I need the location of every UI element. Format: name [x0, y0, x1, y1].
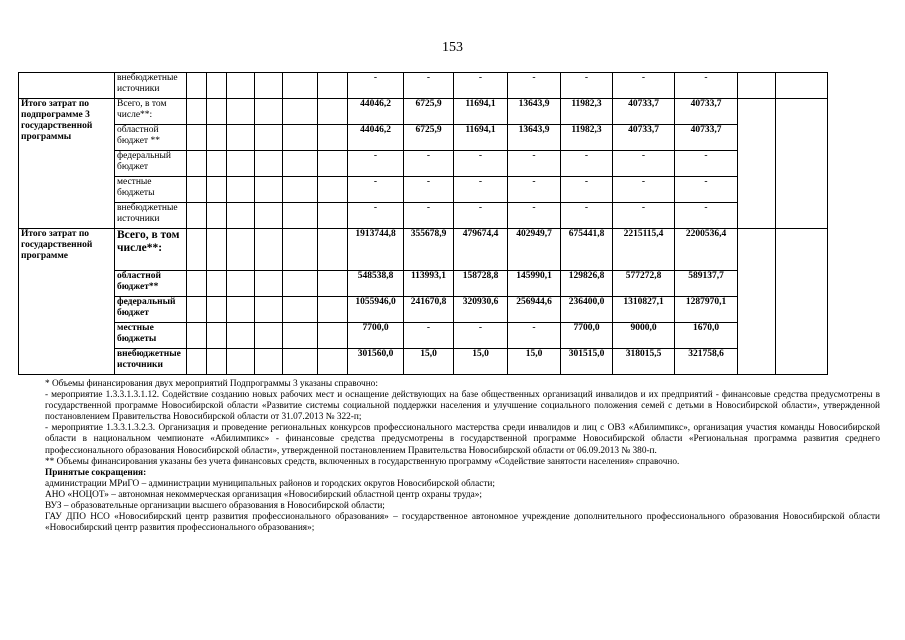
value-cell: 675441,8	[561, 229, 613, 271]
value-cell: 13643,9	[508, 125, 561, 151]
value-cell: 113993,1	[404, 271, 454, 297]
program-total-title: Итого затрат по государственной программе	[19, 229, 115, 375]
value-cell: 7700,0	[348, 323, 404, 349]
table-row	[19, 177, 828, 203]
value-cell: 241670,8	[404, 297, 454, 323]
value-cell: -	[454, 151, 508, 177]
value-cell: 1670,0	[675, 323, 738, 349]
value-cell: 548538,8	[348, 271, 404, 297]
value-cell: 158728,8	[454, 271, 508, 297]
value-cell: 320930,6	[454, 297, 508, 323]
value-cell: -	[508, 323, 561, 349]
value-cell: 9000,0	[613, 323, 675, 349]
source-label: местные бюджеты	[115, 323, 187, 349]
value-cell: -	[613, 177, 675, 203]
value-cell: 40733,7	[675, 99, 738, 125]
abbreviations-heading: Принятые сокращения:	[45, 467, 147, 478]
value-cell: 1055946,0	[348, 297, 404, 323]
value-cell: -	[675, 203, 738, 229]
value-cell: 6725,9	[404, 99, 454, 125]
value-cell: -	[561, 177, 613, 203]
value-cell: 589137,7	[675, 271, 738, 297]
value-cell: 40733,7	[675, 125, 738, 151]
value-cell: 2215115,4	[613, 229, 675, 271]
value-cell: -	[508, 203, 561, 229]
value-cell: 2200536,4	[675, 229, 738, 271]
value-cell: -	[454, 203, 508, 229]
value-cell: 11982,3	[561, 125, 613, 151]
footnote-1: * Объемы финансирования двух мероприятий Подпрограммы 3 указаны справочно:	[45, 379, 378, 389]
value-cell: -	[454, 73, 508, 99]
financing-table	[18, 72, 828, 375]
value-cell: -	[561, 151, 613, 177]
table-row	[19, 99, 828, 125]
footnote-item-2: - мероприятие 1.3.3.1.3.2.3. Организация и проведение региональных конкурсов профессионального мастерства среди инвалидов и лиц с ОВЗ «Абилимпикс», организация участия команды Новосибирской области в национальном чемпионате «Абилимпикс» - финансовые средства предусмотрены в государственной программе Новосибирской области «Региональная программа развития среднего профессионального образования Новосибирской области», утвержденной постановлением Правительства Новосибирской области от 06.09.2013 № 380-п.	[45, 423, 880, 456]
value-cell: -	[348, 203, 404, 229]
value-cell: -	[454, 323, 508, 349]
value-cell: -	[613, 151, 675, 177]
value-cell: 1310827,1	[613, 297, 675, 323]
value-cell: -	[404, 151, 454, 177]
abbreviation-item: администрации МРиГО – администрации муниципальных районов и городских округов Новосибирской области;	[45, 478, 495, 489]
value-cell: 301560,0	[348, 349, 404, 375]
value-cell: -	[348, 73, 404, 99]
value-cell: -	[348, 177, 404, 203]
source-label: внебюджетные источники	[115, 203, 187, 229]
notes-section	[45, 379, 880, 534]
abbreviation-item: ГАУ ДПО НСО «Новосибирский центр развития профессионального образования» – государственное автономное учреждение дополнительного профессионального образования Новосибирской области «Новосибирский центр развития профессионального образования»;	[45, 512, 880, 534]
value-cell: -	[675, 151, 738, 177]
value-cell: -	[404, 73, 454, 99]
value-cell: -	[454, 177, 508, 203]
source-label: Всего, в том числе**:	[115, 99, 187, 125]
value-cell: -	[613, 203, 675, 229]
value-cell: 40733,7	[613, 99, 675, 125]
source-label: Всего, в том числе**:	[115, 229, 187, 271]
table-row	[19, 125, 828, 151]
table-row	[19, 151, 828, 177]
value-cell: 7700,0	[561, 323, 613, 349]
value-cell: 15,0	[508, 349, 561, 375]
value-cell: -	[561, 203, 613, 229]
value-cell: 44046,2	[348, 99, 404, 125]
abbreviation-item: ВУЗ – образовательные организации высшего образования в Новосибирской области;	[45, 501, 385, 512]
value-cell: 1913744,8	[348, 229, 404, 271]
footnote-item-1: - мероприятие 1.3.3.1.3.1.12. Содействие созданию новых рабочих мест и оснащение действующих на базе общественных организаций инвалидов и их предприятий - финансовые средства предусмотрены в государственной программе Новосибирской области «Развитие системы социальной поддержки населения и улучшение социального положения семей с детьми в Новосибирской области», утвержденной постановлением Правительства Новосибирской области от 31.07.2013 № 322-п;	[45, 390, 880, 423]
source-label: внебюджетные источники	[115, 349, 187, 375]
value-cell: -	[508, 151, 561, 177]
value-cell: -	[404, 177, 454, 203]
value-cell: 44046,2	[348, 125, 404, 151]
value-cell: 301515,0	[561, 349, 613, 375]
value-cell: 318015,5	[613, 349, 675, 375]
source-label: федеральный бюджет	[115, 297, 187, 323]
source-label: местные бюджеты	[115, 177, 187, 203]
subprogram-total-title: Итого затрат по подпрограмме 3 государственной программы	[19, 99, 115, 229]
footnote-2: ** Объемы финансирования указаны без учета финансовых средств, включенных в государственную программу «Содействие занятости населения» справочно.	[45, 456, 680, 467]
financing-table-body	[19, 73, 828, 375]
table-row	[19, 297, 828, 323]
value-cell: 40733,7	[613, 125, 675, 151]
value-cell: 15,0	[404, 349, 454, 375]
value-cell: 13643,9	[508, 99, 561, 125]
table-row	[19, 271, 828, 297]
value-cell: 256944,6	[508, 297, 561, 323]
value-cell: -	[613, 73, 675, 99]
table-row	[19, 73, 828, 99]
value-cell: 11694,1	[454, 99, 508, 125]
value-cell: -	[404, 203, 454, 229]
abbreviation-item: АНО «НОЦОТ» – автономная некоммерческая организация «Новосибирский областной центр охраны труда»;	[45, 489, 482, 500]
value-cell: -	[348, 151, 404, 177]
source-label: федеральный бюджет	[115, 151, 187, 177]
value-cell: 1287970,1	[675, 297, 738, 323]
value-cell: 479674,4	[454, 229, 508, 271]
value-cell: 15,0	[454, 349, 508, 375]
value-cell: 129826,8	[561, 271, 613, 297]
table-row	[19, 349, 828, 375]
value-cell: -	[675, 73, 738, 99]
value-cell: 402949,7	[508, 229, 561, 271]
value-cell: 145990,1	[508, 271, 561, 297]
table-row	[19, 323, 828, 349]
value-cell: -	[561, 73, 613, 99]
value-cell: 236400,0	[561, 297, 613, 323]
value-cell: -	[508, 177, 561, 203]
source-label: внебюджетные источники	[115, 73, 187, 99]
source-label: областной бюджет**	[115, 271, 187, 297]
value-cell: 355678,9	[404, 229, 454, 271]
value-cell: -	[508, 73, 561, 99]
value-cell: 11982,3	[561, 99, 613, 125]
table-row	[19, 203, 828, 229]
value-cell: 321758,6	[675, 349, 738, 375]
table-row	[19, 229, 828, 271]
value-cell: 577272,8	[613, 271, 675, 297]
value-cell: 11694,1	[454, 125, 508, 151]
value-cell: -	[675, 177, 738, 203]
value-cell: -	[404, 323, 454, 349]
page-number: 153	[442, 40, 463, 55]
source-label: областной бюджет **	[115, 125, 187, 151]
value-cell: 6725,9	[404, 125, 454, 151]
